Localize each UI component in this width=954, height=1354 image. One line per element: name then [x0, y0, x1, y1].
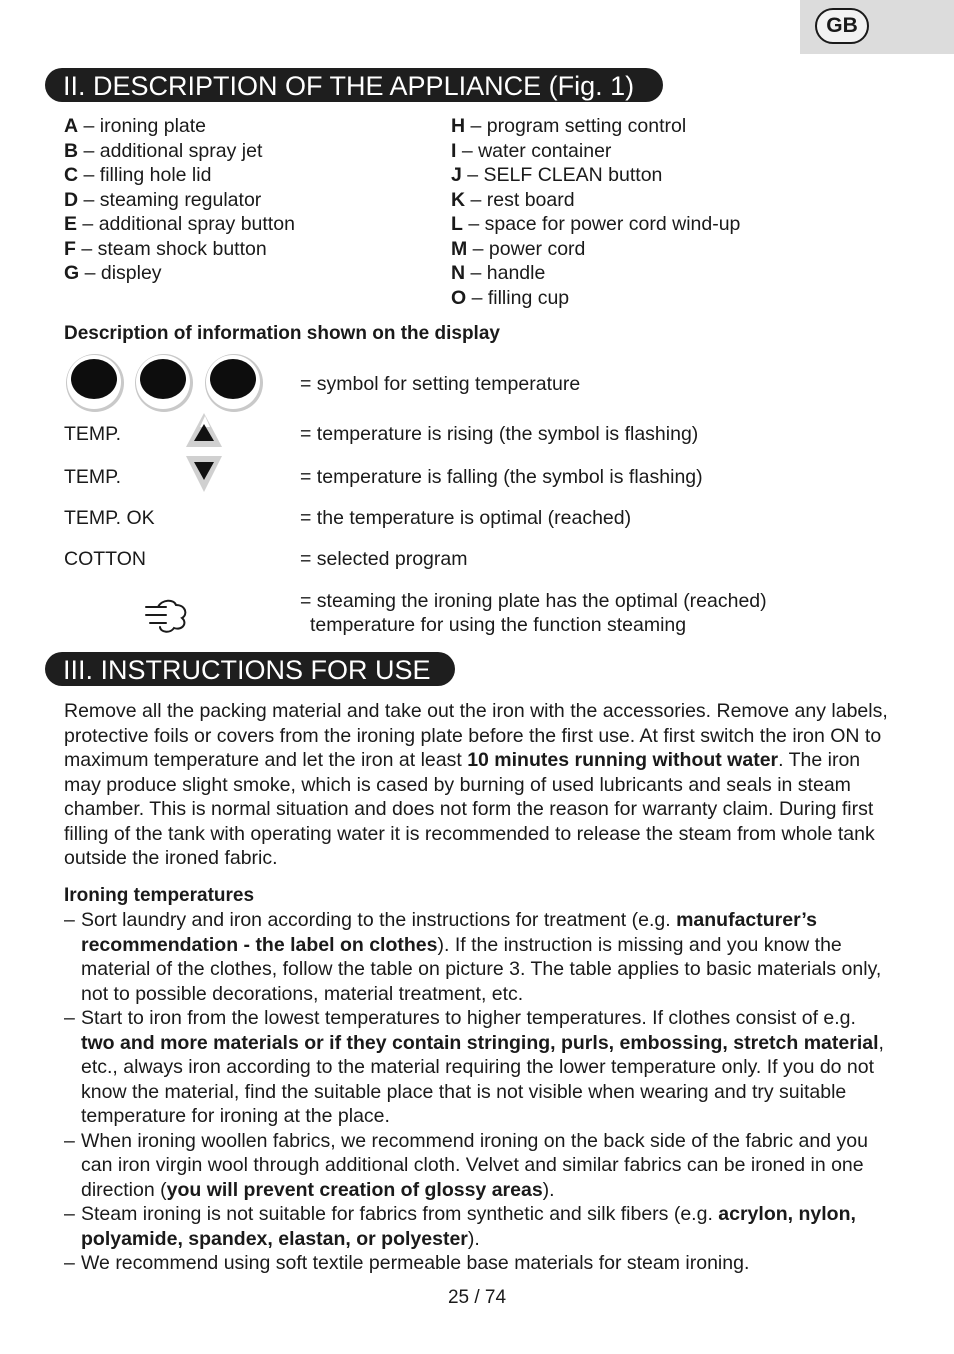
language-code: GB: [815, 8, 869, 44]
list-item: – We recommend using soft textile permeable base materials for steam ironing.: [64, 1252, 750, 1274]
part-item: I – water container: [451, 139, 612, 162]
steam-description-line-1: = steaming the ironing plate has the optimal (reached): [300, 590, 767, 612]
ironing-instructions-list: [64, 908, 894, 1276]
temp-ok-label: TEMP. OK: [64, 507, 155, 529]
temperature-dot-icon: [66, 354, 124, 412]
arrow-up-icon: [184, 411, 224, 451]
part-item: B – additional spray jet: [64, 139, 263, 162]
temperature-dot-icon: [205, 354, 263, 412]
part-item: L – space for power cord wind-up: [451, 213, 741, 235]
part-item: M – power cord: [451, 237, 586, 260]
part-item: F – steam shock button: [64, 237, 267, 260]
display-description-heading: Description of information shown on the display: [64, 323, 500, 344]
steam-icon: [144, 597, 190, 635]
cotton-description: = selected program: [300, 548, 468, 570]
temp-falling-label: TEMP.: [64, 466, 122, 488]
parts-list-left: [64, 114, 295, 286]
temp-rising-description: = temperature is rising (the symbol is flashing): [300, 423, 699, 445]
language-tab: [800, 0, 954, 54]
list-item: – When ironing woollen fabrics, we recommend ironing on the back side of the fabric and you can iron virgin wool through additional cloth. Velvet and similar fabrics can be ironed in one direction (you will prevent creation of glossy areas).: [64, 1129, 868, 1201]
dots-description: = symbol for setting temperature: [300, 373, 581, 395]
section-3-title: III. INSTRUCTIONS FOR USE: [45, 652, 455, 686]
temp-ok-description: = the temperature is optimal (reached): [300, 507, 632, 529]
section-2-title: II. DESCRIPTION OF THE APPLIANCE (Fig. 1): [45, 68, 663, 102]
steam-description-line-2: temperature for using the function steaming: [310, 614, 687, 636]
temp-falling-description: = temperature is falling (the symbol is flashing): [300, 466, 703, 488]
part-item: N – handle: [451, 262, 546, 284]
part-item: K – rest board: [451, 188, 575, 211]
part-item: G – displey: [64, 262, 162, 284]
cotton-label: COTTON: [64, 548, 146, 570]
page-number: 25 / 74: [447, 1287, 507, 1308]
part-item: D – steaming regulator: [64, 188, 262, 211]
list-item: – Steam ironing is not suitable for fabrics from synthetic and silk fibers (e.g. acrylon, nylon, polyamide, spandex, elastan, or polyester).: [64, 1203, 856, 1250]
list-item: – Sort laundry and iron according to the instructions for treatment (e.g. manufacturer’s recommendation - the label on clothes). If the instruction is missing and you know the material of the clothes, follow the table on picture 3. The table applies to basic materials only, not to possible decorations, material treatment, etc.: [64, 909, 882, 1005]
temperature-dot-icon: [135, 354, 193, 412]
temp-rising-label: TEMP.: [64, 423, 122, 445]
part-item: J – SELF CLEAN button: [451, 164, 663, 186]
part-item: O – filling cup: [451, 286, 570, 309]
part-item: E – additional spray button: [64, 213, 295, 235]
ironing-temperatures-heading: Ironing temperatures: [64, 885, 255, 906]
intro-paragraph: Remove all the packing material and take out the iron with the accessories. Remove any labels, protective foils or covers from the ironing plate before the first use. At first switch the iron ON to maximum temperature and let the iron at least 10 minutes running without water. The iron may produce slight smoke, which is cased by burning of used lubricants and seals in steam chamber. This is normal situation and does not form the reason for warranty claim. During first filling of the tank with operating water it is recommended to release the steam from whole tank outside the ironed fabric.: [64, 700, 888, 869]
part-item: A – ironing plate: [64, 115, 207, 137]
part-item: H – program setting control: [451, 115, 687, 137]
part-item: C – filling hole lid: [64, 164, 212, 186]
list-item: – Start to iron from the lowest temperatures to higher temperatures. If clothes consist of e.g. two and more materials or if they contain stringing, purls, embossing, stretch material, etc., always iron according to the material requiring the lower temperature only. If you do not know the material, find the suitable place that is not visible when wearing and try suitable temperature for ironing at the place.: [64, 1007, 884, 1127]
parts-list-right: [451, 114, 740, 310]
arrow-down-icon: [184, 454, 224, 494]
